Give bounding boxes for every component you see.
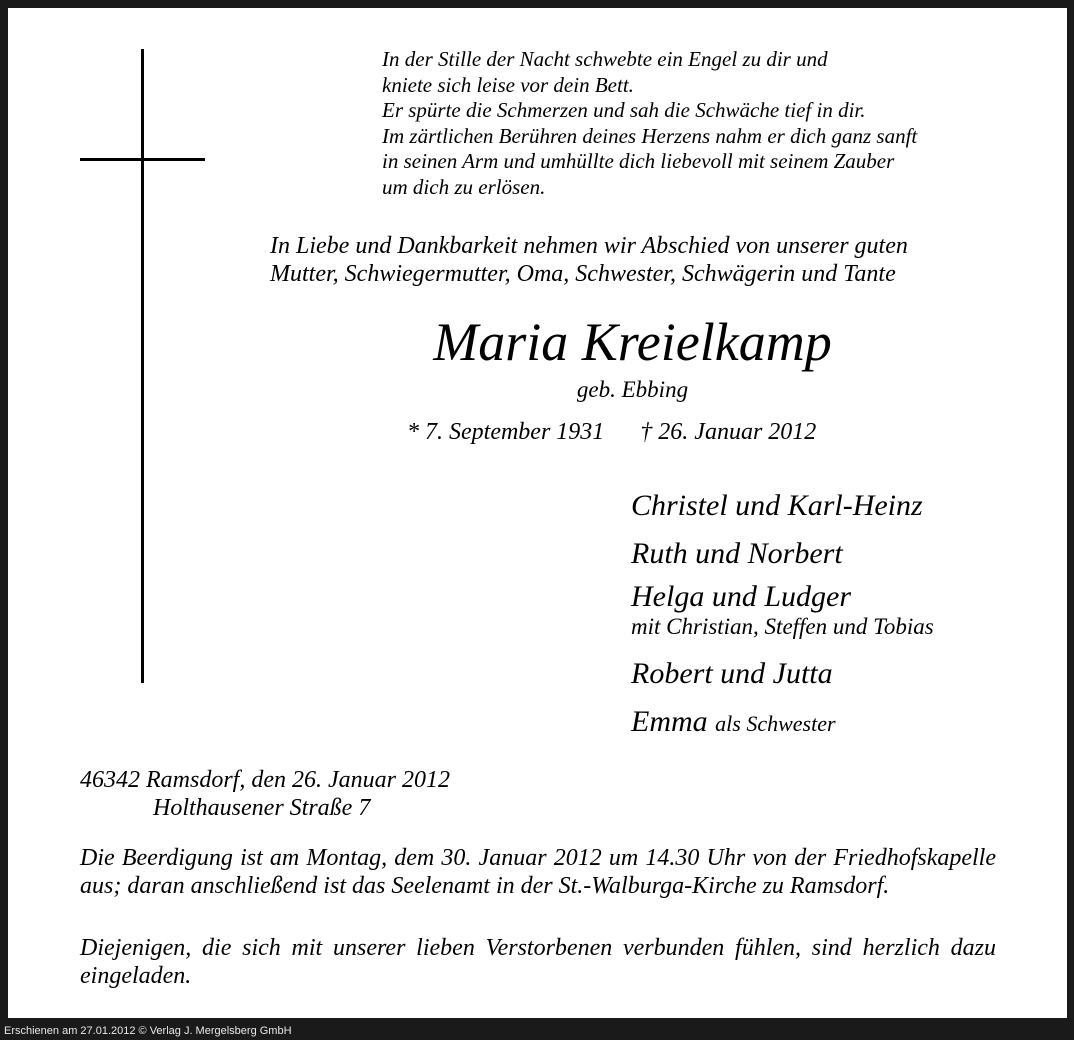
address-block bbox=[80, 766, 450, 822]
publication-footer: Erschienen am 27.01.2012 © Verlag J. Mergelsberg GmbH bbox=[4, 1025, 292, 1037]
poem-line: um dich zu erlösen. bbox=[382, 174, 546, 199]
death-date: † 26. Januar 2012 bbox=[640, 419, 817, 445]
poem-line: In der Stille der Nacht schwebte ein Engel zu dir und bbox=[382, 47, 828, 71]
family-member: Ruth und Norbert bbox=[631, 537, 843, 570]
poem-line: Im zärtlichen Berühren deines Herzens nahm er dich ganz sanft bbox=[382, 123, 918, 148]
family-member-name: Emma bbox=[631, 705, 708, 738]
family-member: Christel und Karl-Heinz bbox=[631, 489, 923, 522]
family-member-note: als Schwester bbox=[715, 711, 836, 736]
cross-bar bbox=[80, 158, 205, 161]
street-address: Holthausener Straße 7 bbox=[153, 795, 371, 821]
family-member: Helga und Ludger bbox=[631, 580, 851, 613]
family-member: Robert und Jutta bbox=[631, 657, 833, 690]
poem bbox=[382, 47, 917, 200]
maiden-name: geb. Ebbing bbox=[576, 377, 689, 402]
place-date: 46342 Ramsdorf, den 26. Januar 2012 bbox=[80, 767, 450, 793]
funeral-info: Die Beerdigung ist am Montag, dem 30. Januar 2012 um 14.30 Uhr von der Friedhofskapelle aus; daran anschließend ist das Seelenamt in der St.-Walburga-Kirche zu Ramsdorf. bbox=[80, 845, 996, 899]
family-member bbox=[631, 698, 934, 748]
invitation-text: Diejenigen, die sich mit unserer lieben Verstorbenen verbunden fühlen, sind herzlich dazu eingeladen. bbox=[80, 935, 996, 989]
family-member-children: mit Christian, Steffen und Tobias bbox=[631, 614, 934, 639]
poem-line: kniete sich leise vor dein Bett. bbox=[382, 72, 634, 97]
intro-line: Mutter, Schwiegermutter, Oma, Schwester, Schwägerin und Tante bbox=[270, 261, 896, 287]
deceased-name: Maria Kreielkamp bbox=[433, 312, 832, 372]
poem-line: in seinen Arm und umhüllte dich liebevoll mit seinem Zauber bbox=[382, 149, 895, 173]
life-dates bbox=[407, 418, 816, 446]
intro-line: In Liebe und Dankbarkeit nehmen wir Abschied von unserer guten bbox=[270, 233, 908, 259]
family-list bbox=[631, 482, 934, 748]
intro-text bbox=[270, 232, 908, 288]
birth-date: * 7. September 1931 bbox=[407, 419, 605, 445]
poem-line: Er spürte die Schmerzen und sah die Schwäche tief in dir. bbox=[382, 98, 866, 122]
obituary-notice bbox=[8, 8, 1067, 1018]
